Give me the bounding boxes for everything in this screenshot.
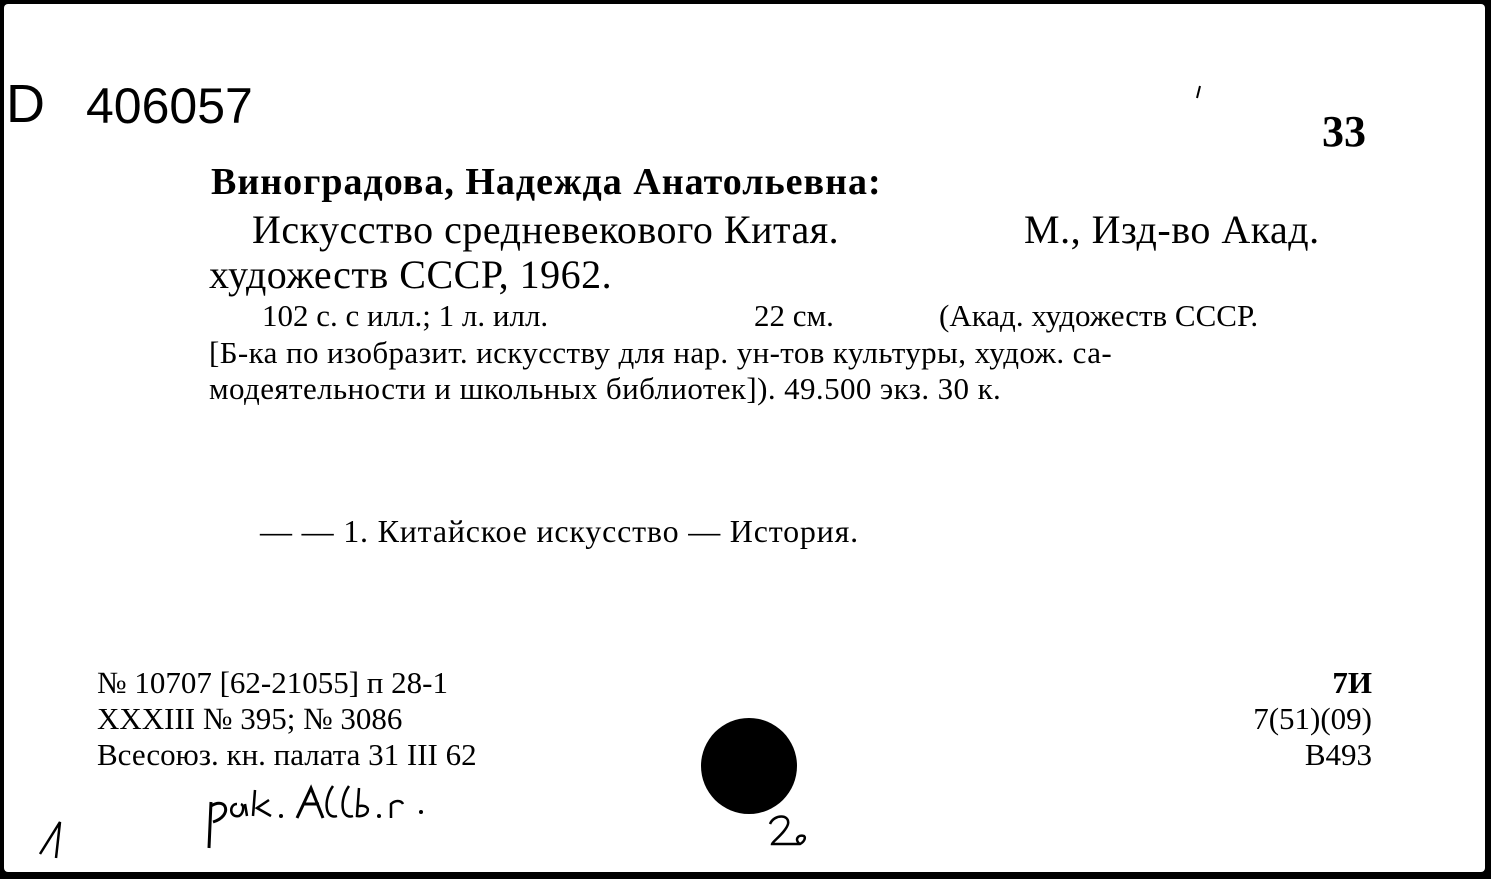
- registration-line-2: XXXIII № 395; № 3086: [97, 701, 403, 736]
- handwritten-corner-mark: [34, 814, 74, 864]
- imprint-line-2: художеств СССР, 1962.: [209, 252, 613, 297]
- series-line-2: [Б-ка по изобразит. искусству для нар. ун-тов культуры, худож. са-: [209, 335, 1113, 370]
- subject-heading: — — 1. Китайское искусство — История.: [260, 513, 859, 549]
- collation-pages: 102 с. с илл.; 1 л. илл.: [262, 298, 549, 333]
- registration-line-3: Всесоюз. кн. палата 31 III 62: [97, 737, 477, 772]
- registration-line-1: № 10707 [62-21055] п 28-1: [97, 665, 448, 700]
- series-line-3: модеятельности и школьных библиотек]). 49.500 экз. 30 к.: [209, 371, 1002, 406]
- title-line: Искусство средневекового Китая.: [252, 207, 840, 252]
- punch-hole: [701, 718, 797, 814]
- accession-prefix: D: [6, 74, 45, 134]
- classification-line-3: В493: [1304, 737, 1372, 772]
- handwritten-note: [199, 782, 489, 852]
- classification-line-1: 7И: [1332, 665, 1372, 700]
- imprint-line-1: М., Изд-во Акад.: [1024, 207, 1320, 252]
- collation-size: 22 см.: [754, 298, 834, 333]
- catalog-card: [4, 4, 1485, 872]
- accession-number: 406057: [86, 78, 253, 134]
- handwritten-mark: [764, 812, 814, 852]
- speck: [1194, 84, 1204, 104]
- corner-number: 33: [1322, 107, 1366, 156]
- series-line-1: (Акад. художеств СССР.: [939, 298, 1259, 333]
- classification-line-2: 7(51)(09): [1253, 701, 1372, 736]
- author-heading: Виноградова, Надежда Анатольевна:: [211, 161, 882, 203]
